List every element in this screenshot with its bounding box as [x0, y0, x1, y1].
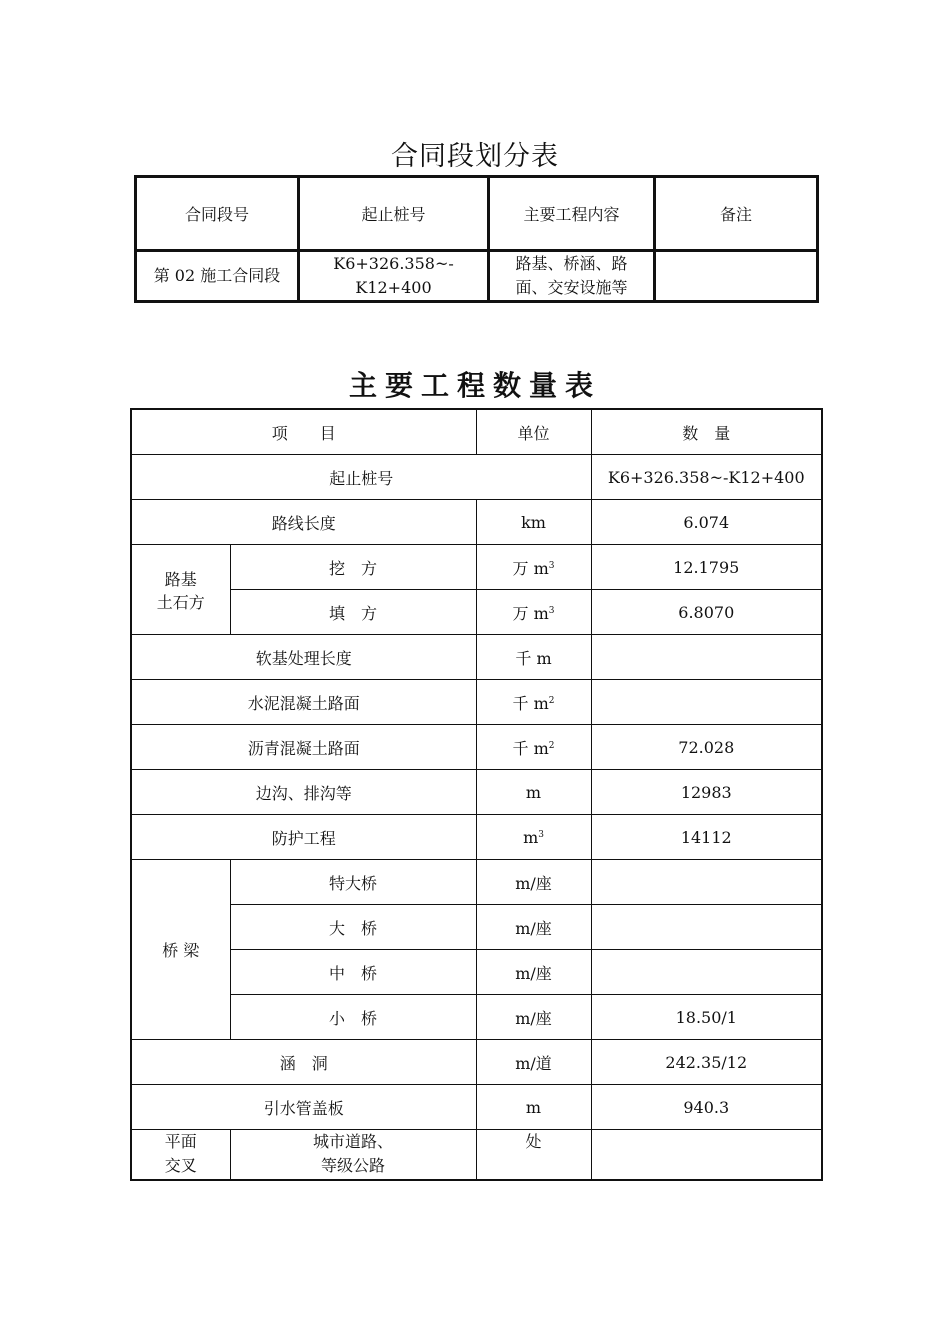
table-row — [131, 1130, 822, 1181]
header-section-no: 合同段号 — [136, 177, 299, 251]
bridge-label: 大 桥 — [230, 905, 476, 950]
unit-superscript: 3 — [548, 560, 555, 571]
table-row — [131, 770, 822, 815]
table-row — [131, 860, 822, 905]
item-label: 边沟、排沟等 — [131, 770, 476, 815]
header-unit: 单位 — [476, 409, 591, 455]
bridge-unit: m/座 — [476, 950, 591, 995]
item-unit — [476, 635, 591, 680]
crossing-value — [591, 1130, 822, 1181]
drain-cover-value: 940.3 — [591, 1085, 822, 1130]
table-row — [131, 995, 822, 1040]
bridge-value — [591, 860, 822, 905]
table-row — [131, 905, 822, 950]
drain-cover-unit: m — [476, 1085, 591, 1130]
bridge-unit: m/座 — [476, 860, 591, 905]
item-value — [591, 680, 822, 725]
route-length-label: 路线长度 — [131, 500, 476, 545]
quantity-table-title: 主要工程数量表 — [348, 369, 601, 402]
table-header-row — [136, 177, 818, 251]
unit-superscript: 3 — [548, 605, 555, 616]
table-row — [131, 1040, 822, 1085]
item-label: 沥青混凝土路面 — [131, 725, 476, 770]
earthwork-unit — [476, 545, 591, 590]
crossing-label-line-1: 城市道路、 — [313, 1132, 394, 1151]
table-row — [131, 950, 822, 995]
header-note: 备注 — [655, 177, 818, 251]
earthwork-group-line-2: 土石方 — [156, 592, 205, 612]
bridge-label: 特大桥 — [230, 860, 476, 905]
culvert-label: 涵 洞 — [131, 1040, 476, 1085]
item-unit — [476, 770, 591, 815]
culvert-unit: m/道 — [476, 1040, 591, 1085]
earthwork-value: 6.8070 — [591, 590, 822, 635]
stake-range-cell: K6+326.358~-K12+400 — [299, 251, 489, 302]
crossing-label-line-2: 等级公路 — [321, 1156, 386, 1175]
note-cell — [655, 251, 818, 302]
bridge-value: 18.50/1 — [591, 995, 822, 1040]
unit-text: 千 m — [515, 648, 552, 668]
item-unit — [476, 680, 591, 725]
unit-text: m — [523, 827, 539, 847]
item-value: 12983 — [591, 770, 822, 815]
table-row — [131, 1085, 822, 1130]
unit-text: 千 m — [512, 693, 549, 713]
crossing-unit: 处 — [476, 1130, 591, 1181]
bridge-value — [591, 950, 822, 995]
bridge-unit: m/座 — [476, 905, 591, 950]
table-row — [131, 590, 822, 635]
crossing-group-cell — [131, 1130, 230, 1181]
bridge-value — [591, 905, 822, 950]
earthwork-group-line-1: 路基 — [164, 569, 197, 589]
unit-text: 万 m — [512, 558, 549, 578]
crossing-group-line-1: 平面 — [164, 1132, 197, 1151]
unit-superscript: 2 — [548, 695, 555, 706]
bridge-label: 小 桥 — [230, 995, 476, 1040]
quantity-table — [130, 408, 823, 1181]
table-row — [131, 545, 822, 590]
table-row — [131, 680, 822, 725]
section-cell: 第 02 施工合同段 — [136, 251, 299, 302]
table-row — [136, 251, 818, 302]
earthwork-label: 挖 方 — [230, 545, 476, 590]
item-unit — [476, 725, 591, 770]
item-value: 14112 — [591, 815, 822, 860]
item-unit — [476, 815, 591, 860]
unit-text: 千 m — [512, 738, 549, 758]
unit-superscript: 3 — [538, 829, 544, 840]
item-label: 水泥混凝土路面 — [131, 680, 476, 725]
drain-cover-label: 引水管盖板 — [131, 1085, 476, 1130]
item-label: 防护工程 — [131, 815, 476, 860]
route-length-value: 6.074 — [591, 500, 822, 545]
content-line-2: 面、交安设施等 — [515, 278, 628, 297]
earthwork-label: 填 方 — [230, 590, 476, 635]
unit-text: 万 m — [512, 603, 549, 623]
header-stake-range: 起止桩号 — [299, 177, 489, 251]
item-value: 72.028 — [591, 725, 822, 770]
content-line-1: 路基、桥涵、路 — [515, 254, 628, 273]
earthwork-group-cell — [131, 545, 230, 635]
contract-division-table — [134, 175, 819, 303]
table-row — [131, 500, 822, 545]
culvert-value: 242.35/12 — [591, 1040, 822, 1085]
unit-superscript: 2 — [548, 740, 555, 751]
crossing-group-line-2: 交叉 — [164, 1156, 197, 1175]
content-cell — [489, 251, 655, 302]
route-length-unit: km — [476, 500, 591, 545]
bridge-group-cell: 桥 梁 — [131, 860, 230, 1040]
bridge-unit: m/座 — [476, 995, 591, 1040]
earthwork-value: 12.1795 — [591, 545, 822, 590]
crossing-label — [230, 1130, 476, 1181]
contract-table-title: 合同段划分表 — [391, 141, 559, 172]
stake-label: 起止桩号 — [131, 455, 591, 500]
stake-value: K6+326.358~-K12+400 — [591, 455, 822, 500]
header-quantity: 数 量 — [591, 409, 822, 455]
header-main-content: 主要工程内容 — [489, 177, 655, 251]
unit-text: m — [525, 782, 542, 802]
bridge-label: 中 桥 — [230, 950, 476, 995]
table-row — [131, 635, 822, 680]
earthwork-unit — [476, 590, 591, 635]
table-row — [131, 725, 822, 770]
header-item: 项 目 — [131, 409, 476, 455]
table-header-row — [131, 409, 822, 455]
table-row — [131, 455, 822, 500]
item-label: 软基处理长度 — [131, 635, 476, 680]
table-row — [131, 815, 822, 860]
item-value — [591, 635, 822, 680]
